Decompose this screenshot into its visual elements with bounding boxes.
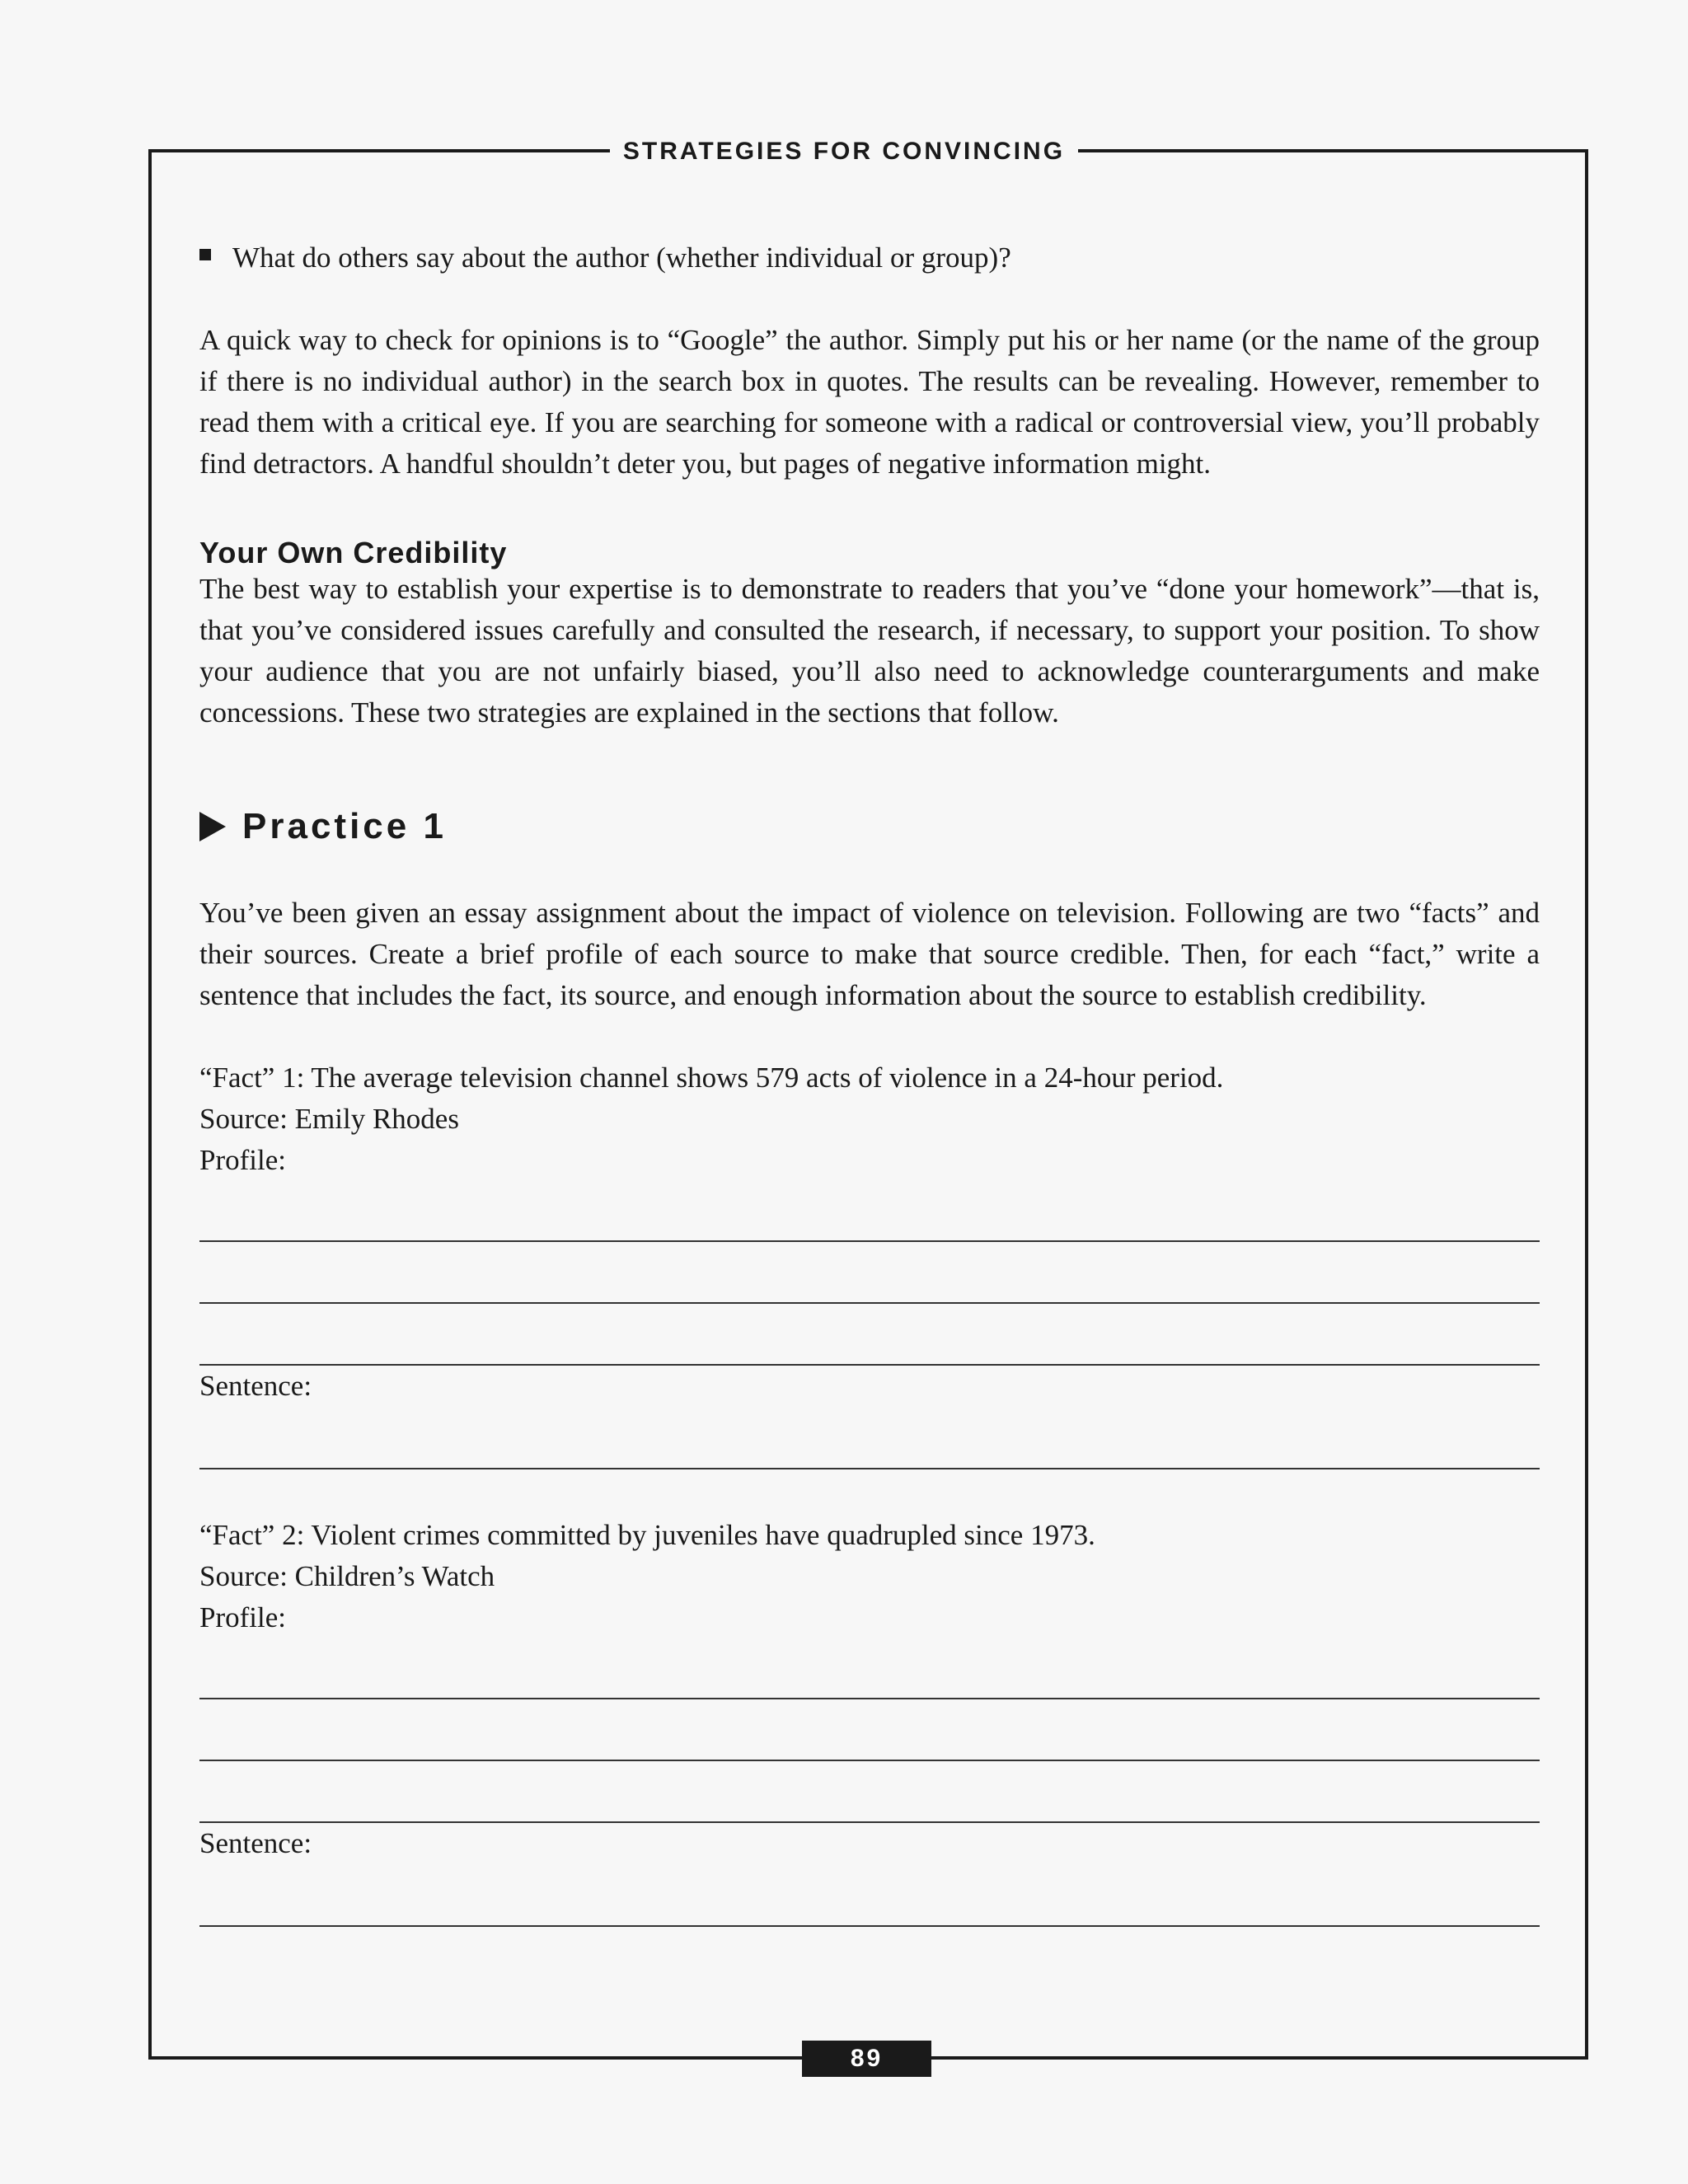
profile-answer-line[interactable]	[199, 1699, 1540, 1761]
sentence-answer-line[interactable]	[199, 1407, 1540, 1469]
paragraph-google-check: A quick way to check for opinions is to “Google” the author. Simply put his or her name (or the name of the group if there is no individual author) in the search box in quotes. The results can be revealing. However, remember to read them with a critical eye. If you are searching for someone with a radical or controversial view, you’ll probably find detractors. A handful shouldn’t deter you, but pages of negative information might.	[199, 324, 1540, 480]
practice-title: Practice 1	[242, 806, 447, 846]
bullet-text: What do others say about the author (whether individual or group)?	[232, 241, 1011, 274]
sentence-label: Sentence:	[199, 1827, 312, 1859]
profile-answer-line[interactable]	[199, 1181, 1540, 1242]
practice-heading	[199, 806, 1540, 847]
sentence-label: Sentence:	[199, 1370, 312, 1402]
fact-block-2	[199, 1515, 1540, 1927]
profile-answer-line[interactable]	[199, 1304, 1540, 1366]
profile-answer-line[interactable]	[199, 1638, 1540, 1699]
bullet-item	[199, 237, 1540, 279]
fact-statement: “Fact” 2: Violent crimes committed by juveniles have quadrupled since 1973.	[199, 1519, 1095, 1551]
running-header-text: STRATEGIES FOR CONVINCING	[610, 138, 1078, 165]
fact-source: Source: Emily Rhodes	[199, 1103, 459, 1135]
square-bullet-icon	[199, 249, 211, 260]
profile-label: Profile:	[199, 1144, 286, 1176]
section-heading: Your Own Credibility	[199, 536, 508, 569]
profile-label: Profile:	[199, 1601, 286, 1633]
sentence-answer-line[interactable]	[199, 1864, 1540, 1927]
profile-answer-line[interactable]	[199, 1242, 1540, 1304]
practice-instructions: You’ve been given an essay assignment about the impact of violence on television. Following are two “facts” and their sources. Create a brief profile of each source to make that source credible. Then, for each “fact,” write a sentence that includes the fact, its source, and enough information about the source to establish credibility.	[199, 897, 1540, 1011]
section-paragraph: The best way to establish your expertise is to demonstrate to readers that you’ve “done your homework”—that is, that you’ve considered issues carefully and consulted the research, if necessary, to support your position. To show your audience that you are not unfairly biased, you’ll also need to acknowledge counterarguments and make concessions. These two strategies are explained in the sections that follow.	[199, 573, 1540, 729]
fact-statement: “Fact” 1: The average television channel shows 579 acts of violence in a 24-hour period.	[199, 1062, 1224, 1094]
profile-answer-line[interactable]	[199, 1761, 1540, 1823]
triangle-arrow-icon	[199, 812, 226, 841]
running-header	[0, 137, 1688, 166]
page-number: 89	[802, 2041, 931, 2077]
fact-source: Source: Children’s Watch	[199, 1560, 495, 1592]
page-content	[199, 237, 1540, 1927]
fact-block-1	[199, 1057, 1540, 1469]
